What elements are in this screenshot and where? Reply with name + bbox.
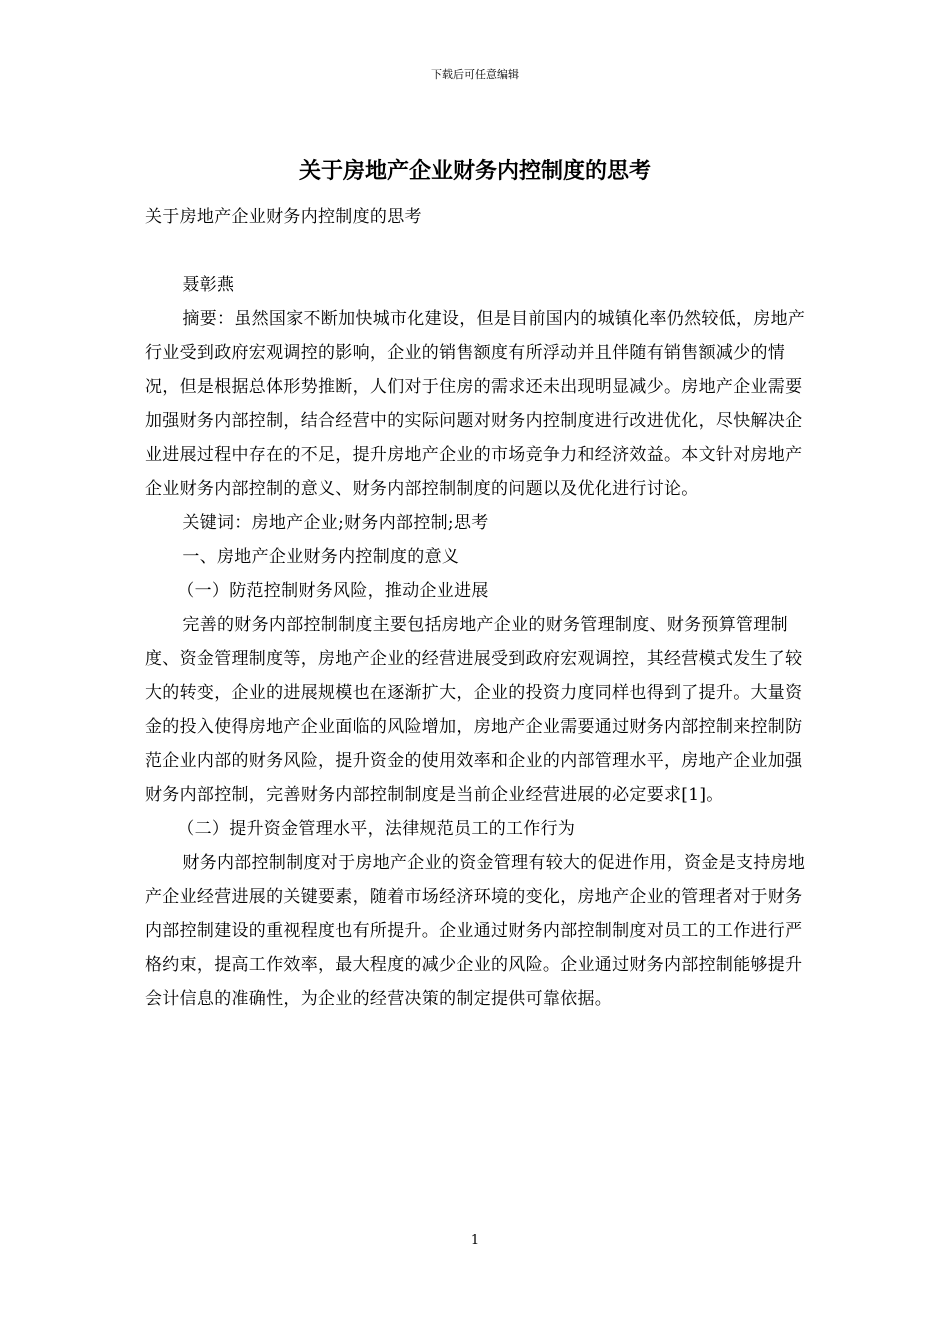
document-title: 关于房地产企业财务内控制度的思考 — [298, 158, 651, 184]
body-paragraph: 财务内部控制制度对于房地产企业的资金管理有较大的促进作用，资金是支持房地产企业经营进展的关键要素，随着市场经济环境的变化，房地产企业的管理者对于财务内部控制建设的重视程度也有所提升。企业通过财务内部控制制度对员工的工作进行严格约束，提高工作效率，最大程度的减少企业的风险。企业通过财务内部控制能够提升会计信息的准确性，为企业的经营决策的制定提供可靠依据。 — [145, 853, 806, 1009]
header-note: 下载后可任意编辑 — [431, 68, 519, 81]
keywords: 关键词：房地产企业;财务内部控制;思考 — [182, 513, 489, 533]
abstract-paragraph: 摘要：虽然国家不断加快城市化建设，但是目前国内的城镇化率仍然较低，房地产行业受到政府宏观调控的影响，企业的销售额度有所浮动并且伴随有销售额减少的情况，但是根据总体形势推断，人们对于住房的需求还未出现明显减少。房地产企业需要加强财务内部控制，结合经营中的实际问题对财务内控制度进行改进优化，尽快解决企业进展过程中存在的不足，提升房地产企业的市场竞争力和经济效益。本文针对房地产企业财务内部控制的意义、财务内部控制制度的问题以及优化进行讨论。 — [145, 309, 806, 499]
author: 聂彰燕 — [182, 275, 235, 295]
blank-line — [145, 234, 810, 268]
section-heading: 一、房地产企业财务内控制度的意义 — [182, 547, 460, 567]
subsection-heading: （一）防范控制财务风险，推动企业进展 — [177, 581, 489, 601]
document-body — [145, 200, 810, 1016]
body-paragraph: 完善的财务内部控制制度主要包括房地产企业的财务管理制度、财务预算管理制度、资金管理制度等，房地产企业的经营进展受到政府宏观调控，其经营模式发生了较大的转变，企业的进展规模也在逐渐扩大，企业的投资力度同样也得到了提升。大量资金的投入使得房地产企业面临的风险增加，房地产企业需要通过财务内部控制来控制防范企业内部的财务风险，提升资金的使用效率和企业的内部管理水平，房地产企业加强财务内部控制，完善财务内部控制制度是当前企业经营进展的必定要求[1]。 — [145, 615, 803, 805]
subtitle: 关于房地产企业财务内控制度的思考 — [145, 207, 422, 227]
page-number: 1 — [470, 1233, 480, 1248]
subsection-heading: （二）提升资金管理水平，法律规范员工的工作行为 — [177, 819, 576, 839]
